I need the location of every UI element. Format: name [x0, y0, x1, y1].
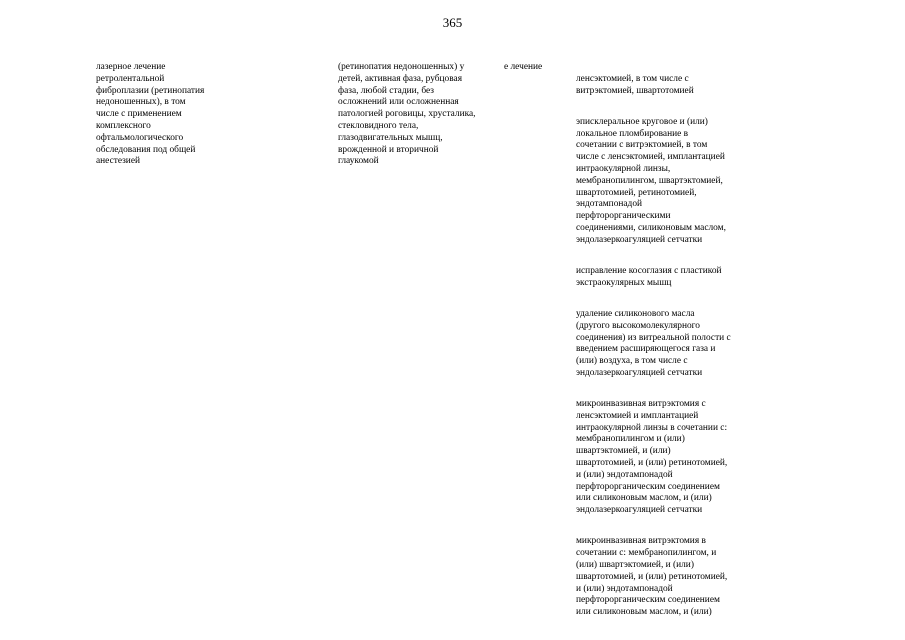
method-entry: эписклеральное круговое и (или) локальное пломбирование в сочетании с витрэктомией, в том числе с ленсэктомией, имплантацией интраокулярной линзы, мембранопилингом, швартэктомией, швартотомией, ретинотомией, эндотампонадой перфторорганическими соединениями, силиконовым маслом, эндолазеркоагуляцией сетчатки [576, 116, 726, 245]
method-entry: удаление силиконового масла (другого высокомолекулярного соединения) из витреальной полости с введением расширяющегося газа и (или) воздуха, в том числе с эндолазеркоагуляцией сетчатки [576, 308, 731, 378]
treatment-type-cell: е лечение [504, 62, 543, 72]
treatment-name-cell: лазерное лечение ретролентальной фиброплазии (ретинопатия недоношенных), в том числе с применением комплексного офтальмологического обследования под общей анестезией [96, 62, 205, 167]
diagnosis-cell: (ретинопатия недоношенных) у детей, активная фаза, рубцовая фаза, любой стадии, без осложнений или осложненная патологией роговицы, хрусталика, стекловидного тела, глазодвигательных мышц, врожденной и вторичной глаукомой [338, 62, 476, 167]
method-entry: исправление косоглазия с пластикой экстраокулярных мышц [576, 265, 722, 288]
method-entry: ленсэктомией, в том числе с витрэктомией, швартотомией [576, 73, 694, 96]
page-number: 365 [442, 15, 463, 30]
method-entry: микроинвазивная витрэктомия с ленсэктомией и имплантацией интраокулярной линзы в сочетании с: мембранопилингом и (или) швартэктомией, и (или) швартотомией, и (или) ретинотомией, и (или) эндотампонадой перфторорганическим соединением или силиконовым маслом, и (или) эндолазеркоагуляцией сетчатки [576, 399, 728, 516]
methods-cell [576, 62, 766, 631]
method-entry: микроинвазивная витрэктомия в сочетании с: мембранопилингом, и (или) швартэктомией, и (или) швартотомией, и (или) ретинотомией, и (или) эндотампонадой перфторорганическим соединением или силиконовым маслом, и (или) [576, 536, 728, 618]
